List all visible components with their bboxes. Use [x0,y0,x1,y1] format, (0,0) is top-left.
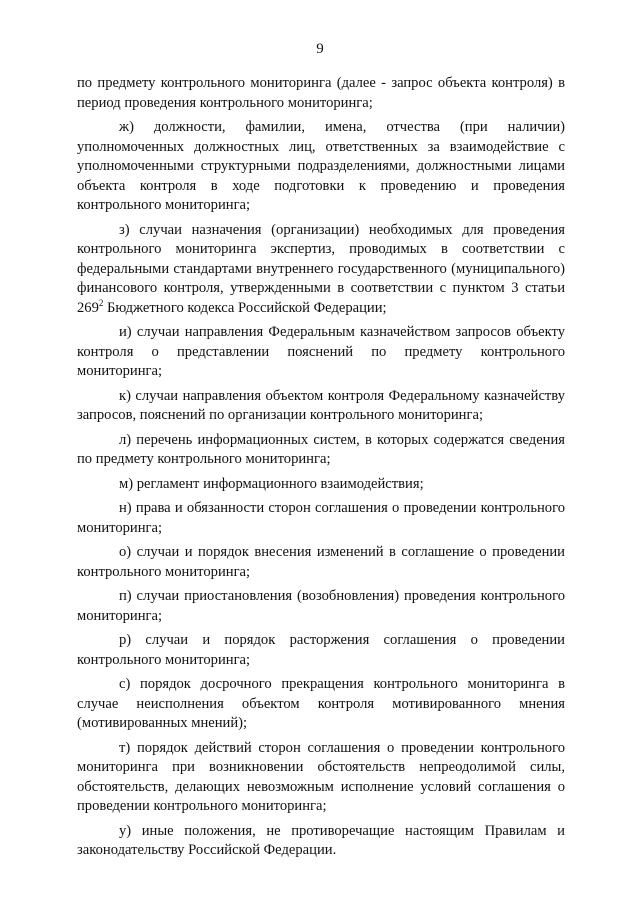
paragraph-u: у) иные положения, не противоречащие настоящим Правилам и законодательству Российской Федерации. [77,822,565,858]
paragraph-l: л) перечень информационных систем, в которых содержатся сведения по предмету контрольного мониторинга; [77,431,565,467]
paragraph-o: о) случаи и порядок внесения изменений в соглашение о проведении контрольного мониторинга; [77,544,565,580]
paragraph-i: и) случаи направления Федеральным казначейством запросов объекту контроля о представлении пояснений по предмету контрольного мониторинга; [77,324,565,379]
paragraph-r: р) случаи и порядок расторжения соглашения о проведении контрольного мониторинга; [77,632,565,668]
paragraph-z-tail: Бюджетного кодекса Российской Федерации; [103,299,387,316]
paragraph-p: п) случаи приостановления (возобновления) проведения контрольного мониторинга; [77,588,565,624]
paragraph-k: к) случаи направления объектом контроля Федеральному казначейству запросов, пояснений по организации контрольного мониторинга; [77,387,565,423]
paragraph-n: н) права и обязанности сторон соглашения о проведении контрольного мониторинга; [77,500,565,536]
document-body [77,74,565,866]
paragraph-t: т) порядок действий сторон соглашения о проведении контрольного мониторинга при возникновении обстоятельств непреодолимой силы, обстоятельств, делающих невозможным исполнение условий соглашения о проведении контрольного мониторинга; [77,739,565,814]
paragraph-z [77,221,565,319]
page-number: 9 [316,41,324,57]
paragraph-s: с) порядок досрочного прекращения контрольного мониторинга в случае неисполнения объектом контроля мотивированного мнения (мотивированных мнений); [77,676,565,731]
paragraph-zh: ж) должности, фамилии, имена, отчества (при наличии) уполномоченных должностных лиц, ответственных за взаимодействие с уполномоченными структурными подразделениями, должностными лицами объекта контроля в ходе подготовки к проведению и проведения контрольного мониторинга; [77,119,565,213]
article-superscript: 2 [98,297,104,308]
paragraph-continuation: по предмету контрольного мониторинга (далее - запрос объекта контроля) в период проведения контрольного мониторинга; [77,75,565,111]
paragraph-m: м) регламент информационного взаимодействия; [119,475,424,492]
paragraph-z-text: з) случаи назначения (организации) необходимых для проведения контрольного мониторинга экспертиз, проводимых в соответствии с федеральными стандартами внутреннего государственного (муниципального) финансового контроля, утвержденными в соответствии с пунктом 3 статьи 269 [77,221,565,316]
